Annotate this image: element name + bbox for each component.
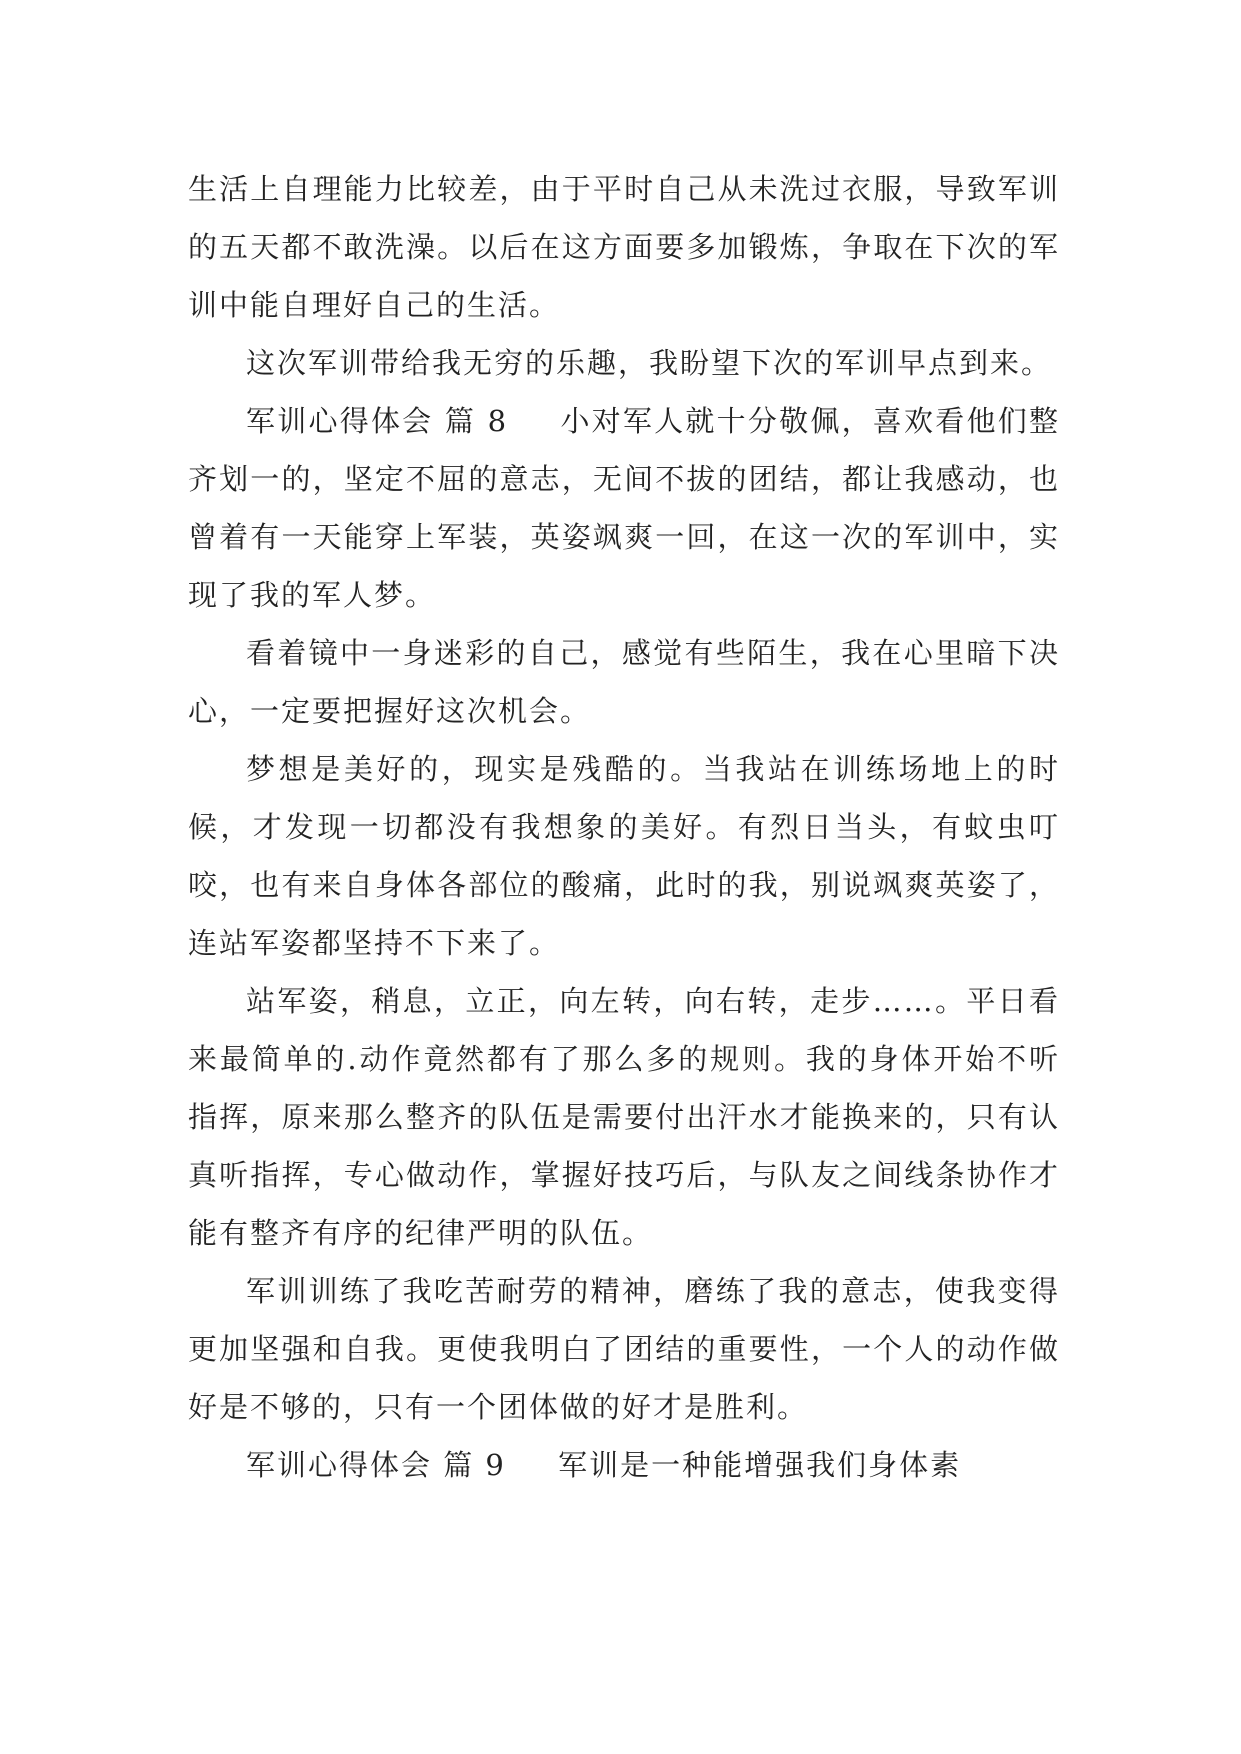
paragraph-conclusion: 军训训练了我吃苦耐劳的精神，磨练了我的意志，使我变得更加坚强和自我。更使我明白了团结的重要性，一个人的动作做好是不够的，只有一个团体做的好才是胜利。 [188, 1274, 1060, 1424]
document-page [188, 160, 1060, 1494]
paragraph-fun: 这次军训带给我无穷的乐趣，我盼望下次的军训早点到来。 [246, 346, 1053, 380]
section-9-intro: 军训是一种能增强我们身体素 [558, 1448, 962, 1482]
paragraph-dream: 梦想是美好的，现实是残酷的。当我站在训练场地上的时候，才发现一切都没有我想象的美好。有烈日当头，有蚊虫叮咬，也有来自身体各部位的酸痛，此时的我，别说飒爽英姿了，连站军姿都坚持不下来了。 [188, 752, 1060, 960]
paragraph-drill: 站军姿，稍息，立正，向左转，向右转，走步……。平日看来最简单的.动作竟然都有了那么多的规则。我的身体开始不听指挥，原来那么整齐的队伍是需要付出汗水才能换来的，只有认真听指挥，专心做动作，掌握好技巧后，与队友之间线条协作才能有整齐有序的纪律严明的队伍。 [188, 984, 1060, 1250]
section-9 [188, 1436, 1060, 1494]
paragraph-mirror: 看着镜中一身迷彩的自己，感觉有些陌生，我在心里暗下决心，一定要把握好这次机会。 [188, 636, 1060, 728]
section-8 [188, 392, 1060, 624]
section-8-heading: 军训心得体会 篇 8 [246, 404, 509, 438]
paragraph-continued: 生活上自理能力比较差，由于平时自己从未洗过衣服，导致军训的五天都不敢洗澡。以后在这方面要多加锻炼，争取在下次的军训中能自理好自己的生活。 [188, 172, 1060, 322]
section-9-heading: 军训心得体会 篇 9 [246, 1448, 506, 1482]
section-8-intro: 小对军人就十分敬佩，喜欢看他们整齐划一的，坚定不屈的意志，无间不拔的团结，都让我感动，也曾着有一天能穿上军装，英姿飒爽一回，在这一次的军训中，实现了我的军人梦。 [188, 404, 1060, 612]
